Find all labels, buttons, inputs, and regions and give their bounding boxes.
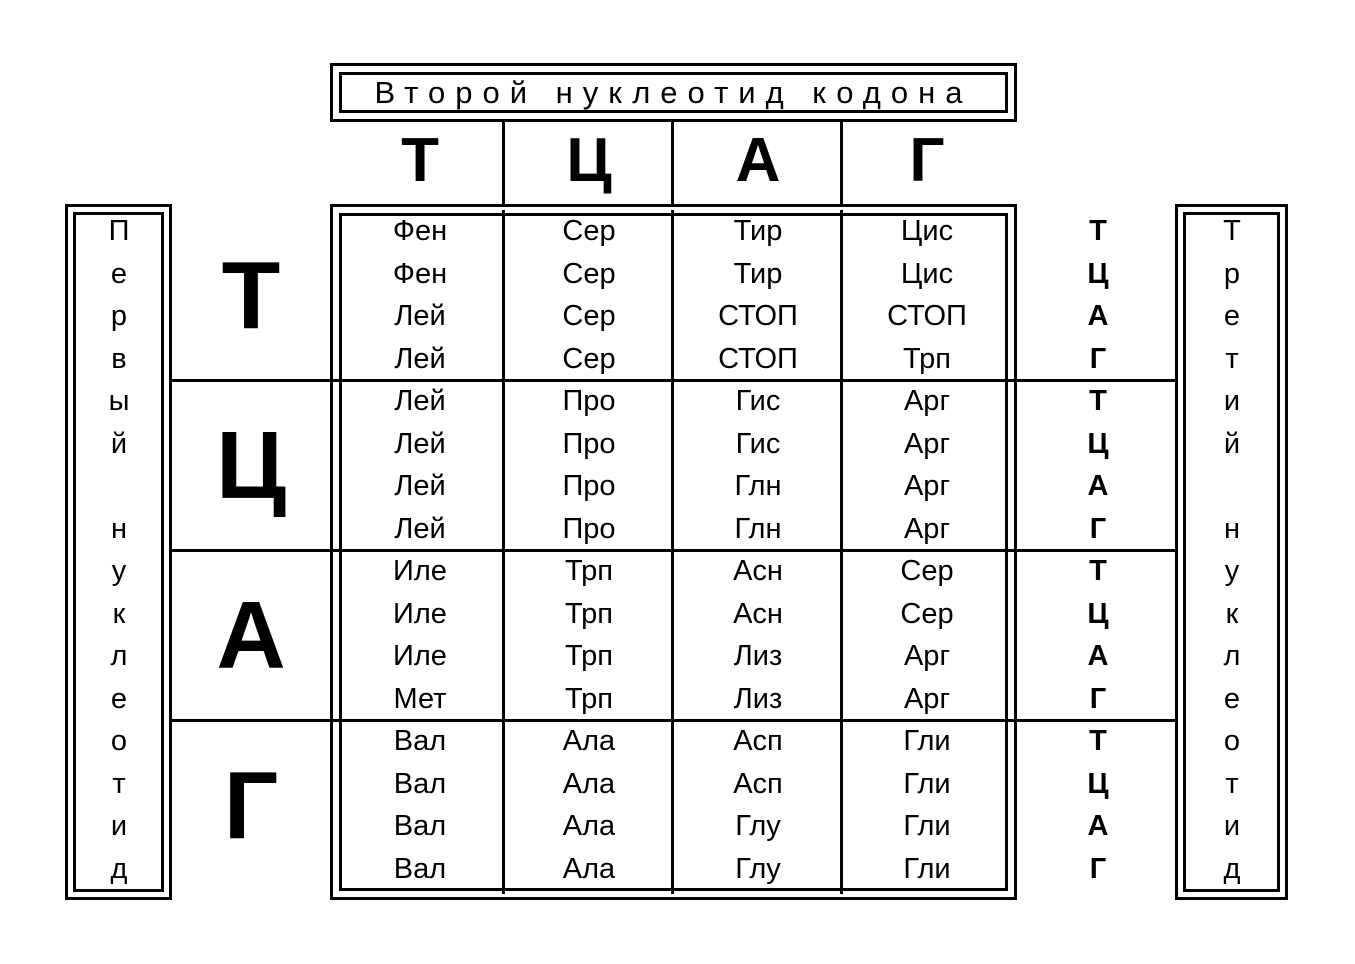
- amino-acid-cell: Глн: [734, 512, 782, 545]
- vertical-letter: ы: [108, 385, 130, 417]
- third-nucleotide-letter: Г: [1089, 512, 1107, 545]
- amino-acid-cell: Иле: [393, 555, 447, 587]
- amino-acid-cell: Про: [562, 470, 616, 502]
- vertical-letter: и: [110, 810, 128, 842]
- amino-acid-cell: Арг: [903, 512, 951, 545]
- third-nucleotide-letter: Ц: [1087, 597, 1109, 630]
- column-header-c: Ц: [566, 126, 612, 195]
- vertical-letter: т: [1225, 342, 1239, 375]
- vertical-letter: у: [1224, 555, 1240, 587]
- third-nucleotide-letter: Ц: [1087, 257, 1109, 290]
- amino-acid-cell: Арг: [903, 470, 951, 502]
- amino-acid-cell: Сер: [900, 597, 954, 630]
- amino-acid-cell: Арг: [903, 640, 951, 672]
- third-nucleotide-letter: Г: [1089, 342, 1107, 375]
- amino-acid-cell: Арг: [903, 427, 951, 460]
- amino-acid-cell: Гли: [903, 767, 951, 800]
- amino-acid-cell: Лей: [394, 300, 446, 332]
- vertical-letter: [1186, 465, 1278, 508]
- amino-acid-cell: Мет: [393, 682, 447, 715]
- amino-acid-cell: Про: [562, 512, 616, 545]
- amino-acid-cell: СТОП: [887, 300, 967, 332]
- amino-acid-cell: СТОП: [718, 342, 798, 375]
- amino-acid-cell: Ала: [562, 810, 616, 842]
- amino-acid-cell: Тир: [733, 215, 783, 247]
- third-nucleotide-letter: Т: [1089, 385, 1107, 417]
- amino-acid-cell: Асп: [733, 725, 783, 757]
- third-nucleotide-letter: Г: [1089, 682, 1107, 715]
- amino-acid-cell: Фен: [392, 257, 448, 290]
- third-nucleotide-letter: А: [1087, 640, 1109, 672]
- vertical-letter: Т: [1223, 215, 1241, 247]
- vertical-letter: л: [110, 640, 128, 672]
- vertical-letter: е: [1223, 300, 1241, 332]
- amino-acid-cell: Сер: [562, 342, 616, 375]
- vertical-letter: о: [1223, 725, 1241, 757]
- amino-acid-cell: Сер: [562, 300, 616, 332]
- vertical-letter: к: [1225, 597, 1239, 630]
- amino-acid-cell: Про: [562, 427, 616, 460]
- vertical-letter: е: [110, 682, 128, 715]
- column-header-a: А: [735, 126, 781, 195]
- amino-acid-cell: Тир: [733, 257, 783, 290]
- vertical-letter: л: [1223, 640, 1241, 672]
- amino-acid-cell: Гли: [903, 725, 951, 757]
- amino-acid-cell: Лей: [394, 470, 446, 502]
- vertical-letter: е: [110, 257, 128, 290]
- amino-acid-cell: Вал: [393, 767, 447, 800]
- title-frame: [330, 63, 1017, 122]
- amino-acid-cell: Гли: [903, 810, 951, 842]
- third-nucleotide-letter: Ц: [1087, 427, 1109, 460]
- vertical-letter: й: [110, 427, 128, 460]
- vertical-letter: т: [112, 767, 126, 800]
- amino-acid-cell: Лиз: [733, 682, 783, 715]
- amino-acid-cell: Глу: [735, 810, 781, 842]
- vertical-letter: и: [1223, 385, 1241, 417]
- amino-acid-cell: Асн: [733, 597, 783, 630]
- amino-acid-cell: Иле: [393, 597, 447, 630]
- amino-acid-cell: Лей: [394, 427, 446, 460]
- third-nucleotide-letter: Т: [1089, 555, 1107, 587]
- amino-acid-cell: Глн: [734, 470, 782, 502]
- amino-acid-cell: СТОП: [718, 300, 798, 332]
- vertical-letter: р: [110, 300, 128, 332]
- third-nucleotide-label: [1186, 210, 1278, 890]
- vertical-letter: д: [1223, 852, 1241, 885]
- amino-acid-cell: Лей: [394, 385, 446, 417]
- amino-acid-cell: Цис: [900, 215, 954, 247]
- amino-acid-cell: Трп: [565, 555, 613, 587]
- amino-acid-cell: Гис: [735, 385, 781, 417]
- table-title: Второй нуклеотид кодона: [374, 74, 973, 110]
- third-nucleotide-letter: А: [1087, 300, 1109, 332]
- vertical-letter: й: [1223, 427, 1241, 460]
- amino-acid-cell: Иле: [393, 640, 447, 672]
- amino-acid-cell: Вал: [393, 725, 447, 757]
- amino-acid-cell: Сер: [562, 257, 616, 290]
- vertical-letter: т: [1225, 767, 1239, 800]
- amino-acid-cell: Асн: [733, 555, 783, 587]
- row-header-g: Г: [223, 752, 279, 859]
- first-nucleotide-label: [73, 210, 165, 890]
- vertical-letter: д: [110, 852, 128, 885]
- amino-acid-cell: Лей: [394, 342, 446, 375]
- vertical-letter: П: [108, 215, 130, 247]
- vertical-letter: [73, 465, 165, 508]
- column-header-g: Г: [909, 126, 945, 195]
- amino-acid-cell: Ала: [562, 767, 616, 800]
- amino-acid-cell: Асп: [733, 767, 783, 800]
- third-nucleotide-letter: А: [1087, 810, 1109, 842]
- amino-acid-cell: Про: [562, 385, 616, 417]
- column-header-t: Т: [401, 126, 439, 195]
- amino-acid-cell: Трп: [903, 342, 951, 375]
- vertical-letter: к: [112, 597, 126, 630]
- vertical-letter: о: [110, 725, 128, 757]
- amino-acid-cell: Вал: [393, 810, 447, 842]
- third-nucleotide-letter: Т: [1089, 215, 1107, 247]
- amino-acid-cell: Ала: [562, 725, 616, 757]
- amino-acid-cell: Трп: [565, 640, 613, 672]
- amino-acid-cell: Сер: [900, 555, 954, 587]
- amino-acid-cell: Фен: [392, 215, 448, 247]
- vertical-letter: н: [110, 512, 127, 545]
- amino-acid-cell: Арг: [903, 682, 951, 715]
- amino-acid-cell: Цис: [900, 257, 954, 290]
- amino-acid-cell: Ала: [562, 852, 616, 885]
- amino-acid-cell: Лиз: [733, 640, 783, 672]
- vertical-letter: в: [111, 342, 127, 375]
- third-nucleotide-letter: Ц: [1087, 767, 1109, 800]
- amino-acid-cell: Трп: [565, 682, 613, 715]
- amino-acid-cell: Гли: [903, 852, 951, 885]
- amino-acid-cell: Арг: [903, 385, 951, 417]
- amino-acid-cell: Гис: [735, 427, 781, 460]
- amino-acid-cell: Лей: [394, 512, 446, 545]
- vertical-letter: н: [1223, 512, 1240, 545]
- row-header-t: Т: [221, 242, 281, 349]
- vertical-letter: и: [1223, 810, 1241, 842]
- amino-acid-cell: Трп: [565, 597, 613, 630]
- vertical-letter: е: [1223, 682, 1241, 715]
- amino-acid-cell: Глу: [735, 852, 781, 885]
- vertical-letter: р: [1223, 257, 1241, 290]
- amino-acid-cell: Сер: [562, 215, 616, 247]
- row-header-c: Ц: [215, 412, 287, 519]
- amino-acid-cell: Вал: [393, 852, 447, 885]
- row-header-a: А: [216, 582, 286, 689]
- vertical-letter: у: [111, 555, 127, 587]
- third-nucleotide-letter: Т: [1089, 725, 1107, 757]
- third-nucleotide-letter: А: [1087, 470, 1109, 502]
- third-nucleotide-letter: Г: [1089, 852, 1107, 885]
